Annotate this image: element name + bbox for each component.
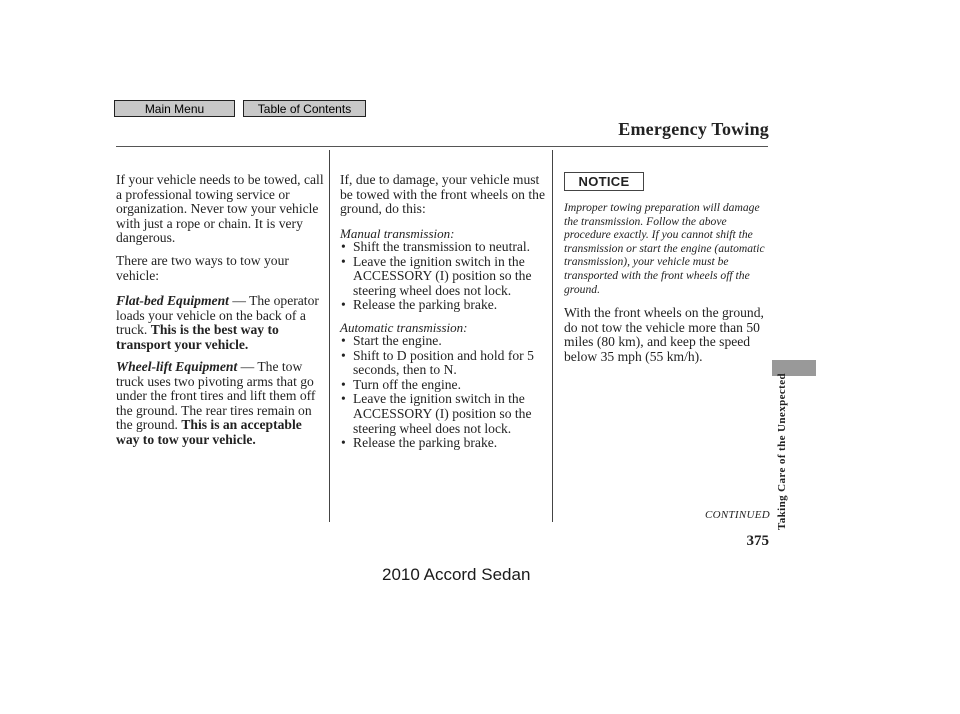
watermark-text: 2010 Accord Sedan [382, 565, 531, 584]
manual-steps-list [340, 240, 550, 313]
wheel-lift-bold-text: This is an acceptable way to tow your vehicle. [116, 417, 302, 447]
wheel-lift-text: The tow truck uses two pivoting arms that go under the front tires and lift them off the ground. The rear tires remain on the ground. [116, 359, 316, 433]
column-divider-2 [552, 150, 553, 522]
towing-limits-paragraph: With the front wheels on the ground, do not tow the vehicle more than 50 miles (80 km), and keep the speed below 35 mph (55 km/h). [564, 305, 764, 364]
list-item: • Release the parking brake. [340, 436, 550, 451]
list-item: • Turn off the engine. [340, 378, 550, 393]
automatic-transmission-heading: Automatic transmission: [340, 320, 468, 335]
flatbed-text: The operator loads your vehicle on the back of a truck. [116, 293, 319, 338]
tow-ways-paragraph: There are two ways to tow your vehicle: [116, 253, 289, 283]
flatbed-paragraph [116, 294, 328, 352]
list-item: • Shift to D position and hold for 5 seconds, then to N. [340, 349, 550, 378]
continued-label: CONTINUED [704, 509, 770, 521]
notice-label: NOTICE [564, 172, 644, 191]
list-item: • Release the parking brake. [340, 298, 550, 313]
automatic-steps-list [340, 334, 550, 451]
em-dash: — [240, 359, 255, 374]
list-item: • Shift the transmission to neutral. [340, 240, 550, 255]
em-dash: — [232, 293, 246, 308]
list-item: • Start the engine. [340, 334, 550, 349]
wheel-lift-heading: Wheel-lift Equipment [116, 359, 238, 374]
header-divider [116, 146, 768, 147]
flatbed-heading: Flat-bed Equipment [116, 293, 229, 308]
list-item: • Leave the ignition switch in the ACCESSORY (I) position so the steering wheel does not lock. [340, 255, 550, 299]
main-menu-button[interactable]: Main Menu [114, 100, 235, 117]
list-item: • Leave the ignition switch in the ACCESSORY (I) position so the steering wheel does not lock. [340, 392, 550, 436]
manual-transmission-heading: Manual transmission: [340, 226, 455, 241]
notice-text: Improper towing preparation will damage the transmission. Follow the above procedure exactly. If you cannot shift the transmission or start the engine (automatic transmission), your vehicle must be transported with the front wheels off the ground. [564, 201, 765, 296]
table-of-contents-button[interactable]: Table of Contents [243, 100, 366, 117]
page-title: Emergency Towing [618, 119, 769, 139]
towing-intro-paragraph: If your vehicle needs to be towed, call a professional towing service or organization. Never tow your vehicle with just a rope or chain. It is very dangerous. [116, 172, 324, 246]
column-divider-1 [329, 150, 330, 522]
front-wheels-intro: If, due to damage, your vehicle must be towed with the front wheels on the ground, do this: [340, 172, 545, 217]
section-tab-label: Taking Care of the Unexpected [776, 372, 788, 530]
wheel-lift-paragraph [116, 360, 328, 448]
flatbed-bold-text: This is the best way to transport your vehicle. [116, 322, 279, 352]
page-number: 375 [746, 533, 769, 549]
